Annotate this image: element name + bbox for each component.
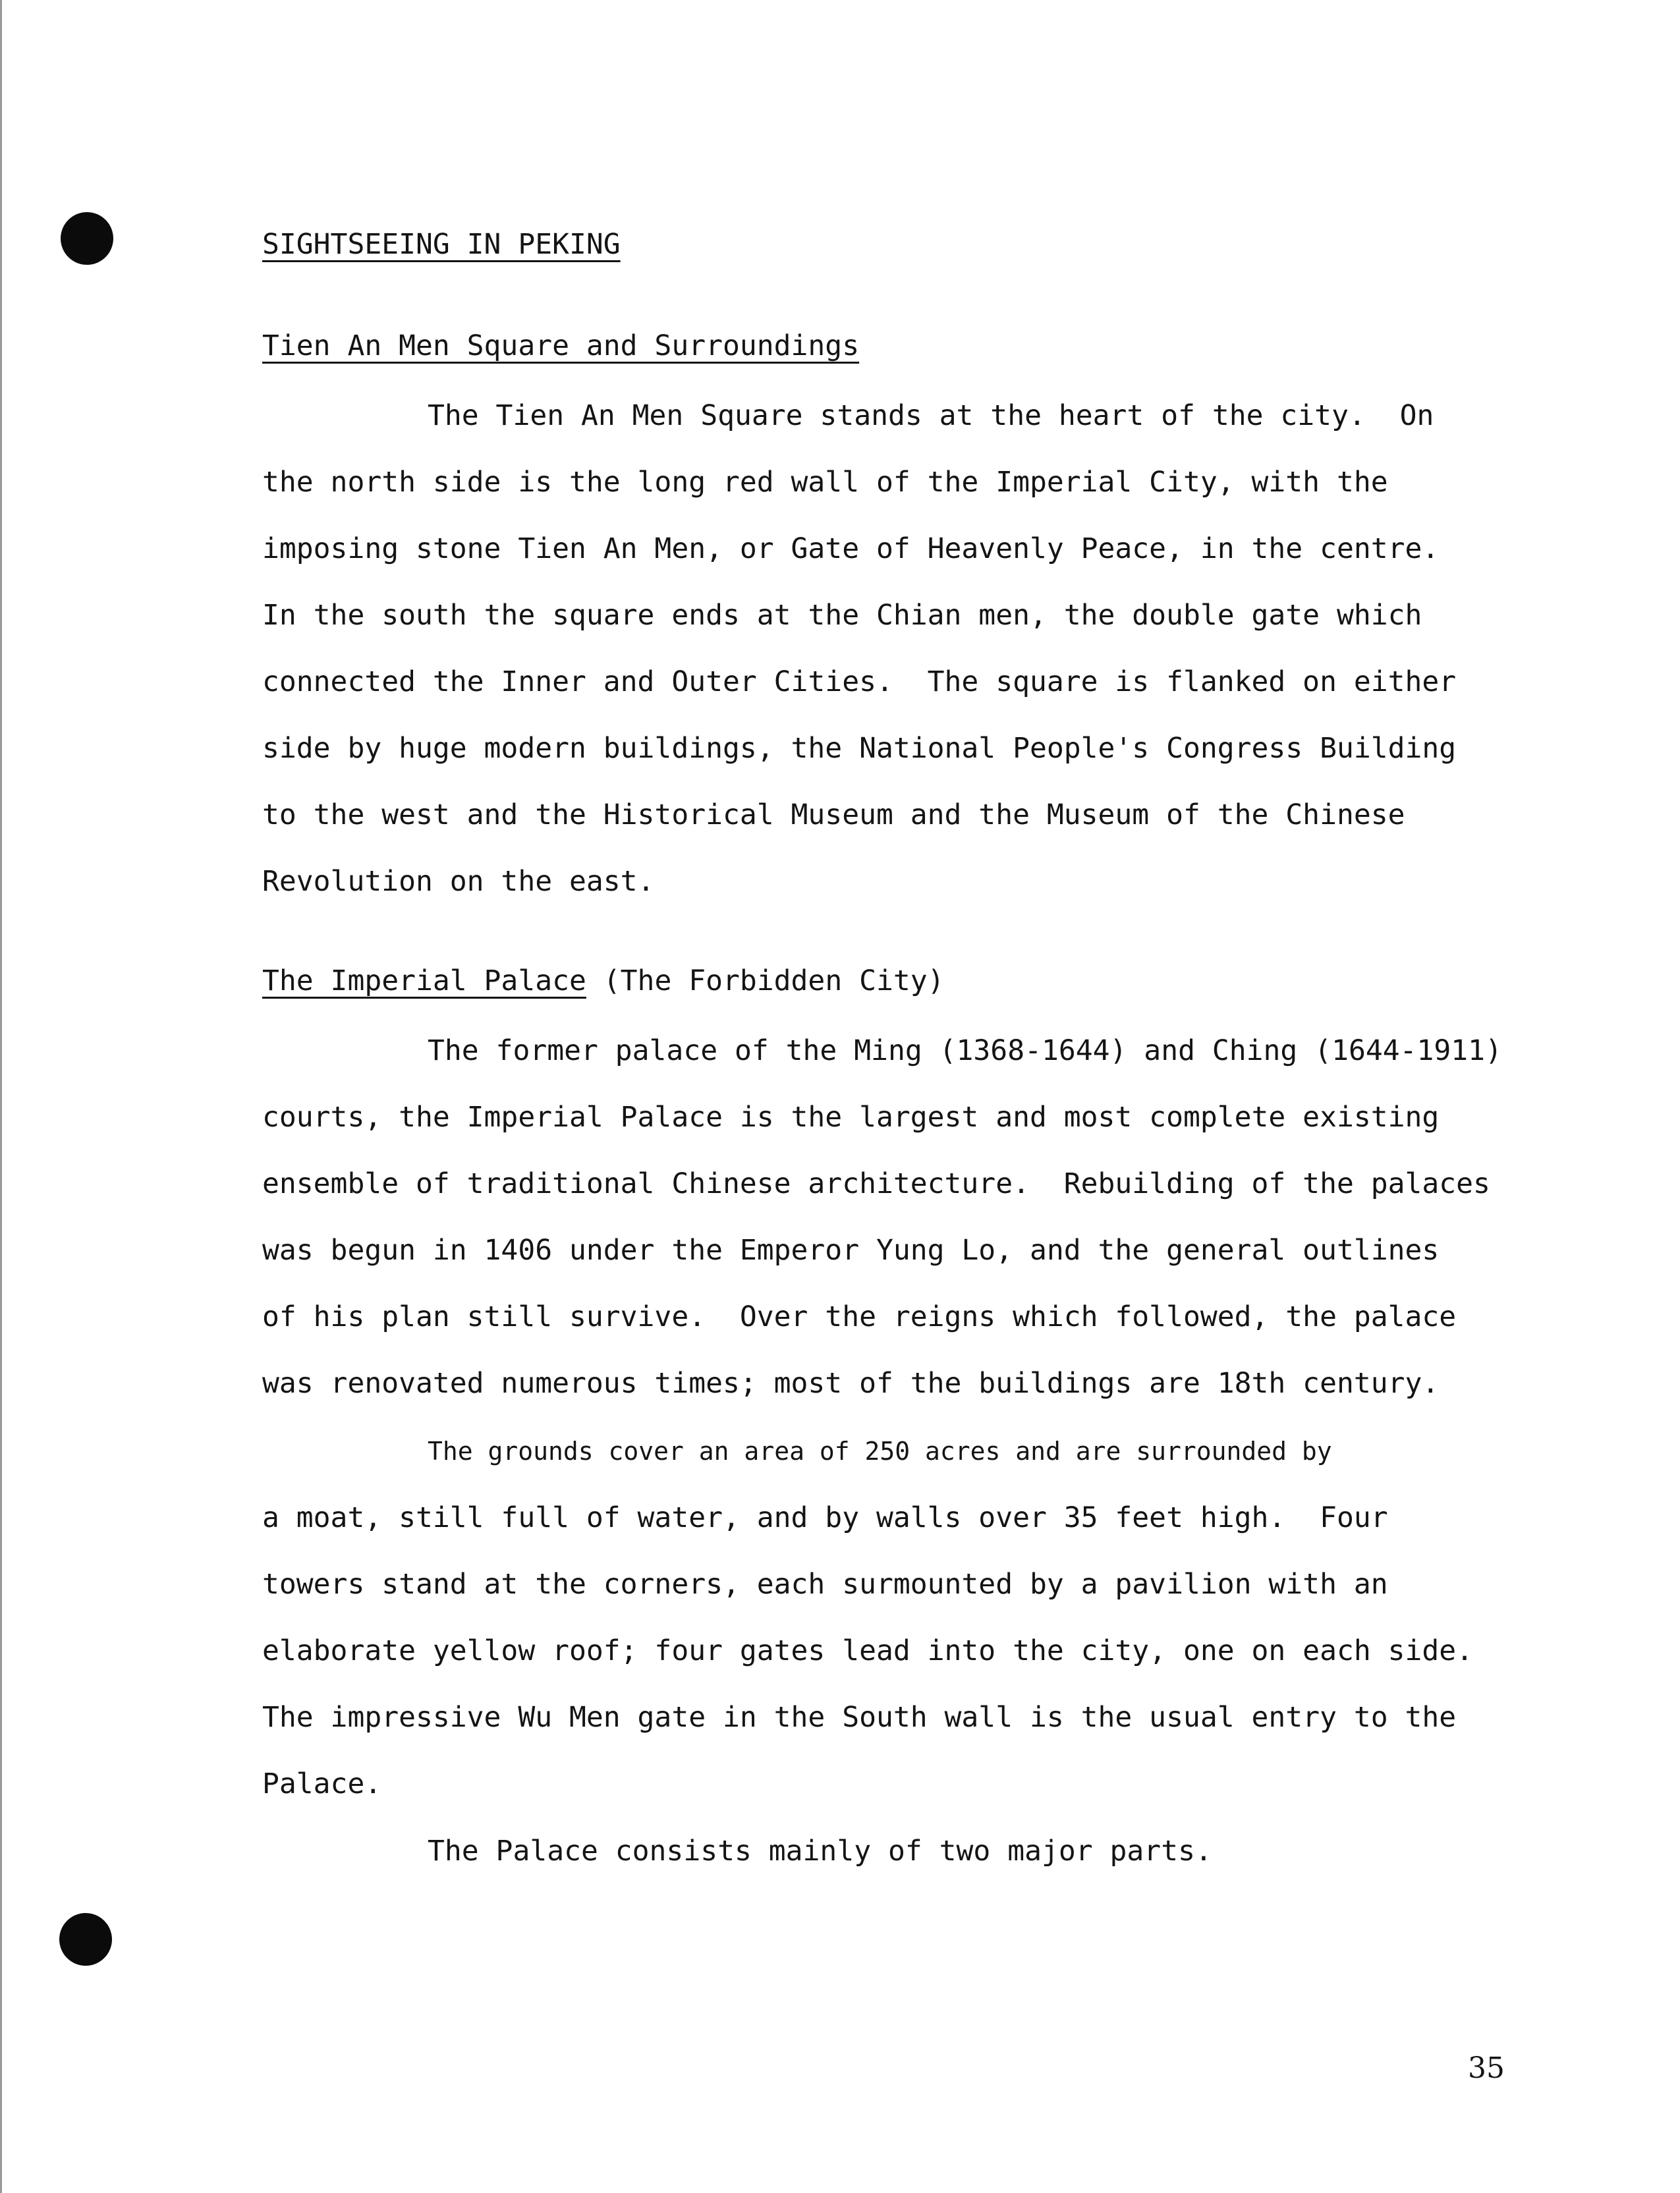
page-edge (0, 0, 2, 2193)
paragraph-line: In the south the square ends at the Chian men, the double gate which (262, 599, 1422, 632)
paragraph-line: the north side is the long red wall of the Imperial City, with the (262, 466, 1388, 499)
paragraph-line: of his plan still survive. Over the reigns which followed, the palace (262, 1300, 1457, 1333)
paragraph-line: elaborate yellow roof; four gates lead into the city, one on each side. (262, 1634, 1474, 1667)
paragraph-line: a moat, still full of water, and by walls over 35 feet high. Four (262, 1501, 1388, 1534)
section-heading-main: The Imperial Palace (262, 964, 586, 997)
paragraph-line: connected the Inner and Outer Cities. The square is flanked on either (262, 665, 1457, 698)
paragraph-line: courts, the Imperial Palace is the largest and most complete existing (262, 1101, 1440, 1134)
section-heading-tien-an-men: Tien An Men Square and Surroundings (262, 329, 860, 362)
paragraph-line: The grounds cover an area of 250 acres and are surrounded by (428, 1437, 1332, 1466)
paragraph-line: Revolution on the east. (262, 865, 655, 898)
paragraph-line: The impressive Wu Men gate in the South wall is the usual entry to the (262, 1701, 1457, 1734)
paragraph-line: ensemble of traditional Chinese architecture. Rebuilding of the palaces (262, 1167, 1490, 1200)
paragraph-line: towers stand at the corners, each surmounted by a pavilion with an (262, 1568, 1388, 1601)
paragraph-line: side by huge modern buildings, the National People's Congress Building (262, 732, 1457, 765)
paragraph-line: The former palace of the Ming (1368-1644) and Ching (1644-1911) (428, 1034, 1502, 1067)
punch-hole-bottom (59, 1913, 112, 1966)
section-heading-imperial-palace (262, 964, 945, 997)
paragraph-line: to the west and the Historical Museum and the Museum of the Chinese (262, 798, 1405, 831)
paragraph-line: was begun in 1406 under the Emperor Yung Lo, and the general outlines (262, 1234, 1440, 1267)
page-number: 35 (1468, 2051, 1505, 2085)
document-title: SIGHTSEEING IN PEKING (262, 228, 621, 261)
paragraph-line: imposing stone Tien An Men, or Gate of Heavenly Peace, in the centre. (262, 532, 1440, 565)
punch-hole-top (61, 212, 113, 265)
paragraph-line: was renovated numerous times; most of the buildings are 18th century. (262, 1367, 1440, 1400)
paragraph-line: Palace. (262, 1767, 382, 1800)
section-heading-suffix: (The Forbidden City) (586, 964, 945, 997)
paragraph-line: The Tien An Men Square stands at the heart of the city. On (428, 399, 1434, 432)
paragraph-line: The Palace consists mainly of two major parts. (428, 1835, 1212, 1868)
